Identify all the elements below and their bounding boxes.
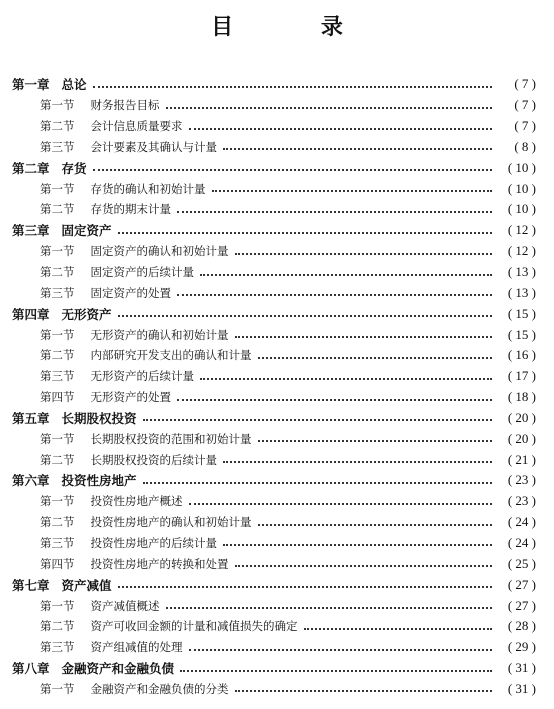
dot-leader bbox=[258, 356, 493, 359]
section-title: 财务报告目标 bbox=[90, 98, 160, 113]
page-number: ( 15 ) bbox=[507, 305, 536, 321]
toc-chapter-entry[interactable] bbox=[0, 303, 554, 324]
dot-leader bbox=[304, 627, 493, 630]
page-number: ( 29 ) bbox=[507, 639, 536, 655]
chapter-number: 第七章 bbox=[12, 577, 50, 593]
chapter-title: 无形资产 bbox=[61, 306, 112, 322]
page-number: ( 23 ) bbox=[507, 493, 536, 509]
toc-section-entry[interactable] bbox=[0, 199, 554, 220]
section-number: 第二节 bbox=[40, 202, 75, 217]
toc-section-entry[interactable] bbox=[0, 366, 554, 387]
chapter-number: 第六章 bbox=[12, 473, 50, 489]
page-number: ( 10 ) bbox=[507, 180, 536, 196]
section-title: 会计要素及其确认与计量 bbox=[90, 139, 217, 154]
toc-section-entry[interactable] bbox=[0, 282, 554, 303]
chapter-number: 第二章 bbox=[12, 160, 50, 176]
dot-leader bbox=[223, 460, 492, 463]
toc-chapter-entry[interactable] bbox=[0, 220, 554, 241]
section-number: 第二节 bbox=[40, 119, 75, 134]
toc-chapter-entry[interactable] bbox=[0, 470, 554, 491]
toc-section-entry[interactable] bbox=[0, 553, 554, 574]
chapter-title: 长期股权投资 bbox=[61, 410, 137, 426]
toc-chapter-entry[interactable] bbox=[0, 157, 554, 178]
dot-leader bbox=[143, 418, 492, 421]
section-title: 固定资产的确认和初始计量 bbox=[90, 244, 229, 259]
section-title: 资产减值概述 bbox=[90, 598, 160, 613]
section-number: 第三节 bbox=[40, 139, 75, 154]
section-number: 第一节 bbox=[40, 327, 75, 342]
dot-leader bbox=[166, 106, 493, 109]
chapter-title: 固定资产 bbox=[61, 223, 112, 239]
dot-leader bbox=[93, 85, 492, 88]
toc-section-entry[interactable] bbox=[0, 387, 554, 408]
page-number: ( 12 ) bbox=[507, 222, 536, 238]
page-number: ( 15 ) bbox=[507, 326, 536, 342]
dot-leader bbox=[143, 481, 492, 484]
toc-section-entry[interactable] bbox=[0, 449, 554, 470]
page-number: ( 7 ) bbox=[514, 118, 536, 134]
page-number: ( 24 ) bbox=[507, 534, 536, 550]
toc-section-entry[interactable] bbox=[0, 533, 554, 554]
dot-leader bbox=[177, 293, 492, 296]
toc-section-entry[interactable] bbox=[0, 324, 554, 345]
section-number: 第二节 bbox=[40, 515, 75, 530]
section-title: 投资性房地产的后续计量 bbox=[90, 535, 217, 550]
page-number: ( 8 ) bbox=[514, 138, 536, 154]
dot-leader bbox=[223, 543, 492, 546]
dot-leader bbox=[189, 502, 493, 505]
dot-leader bbox=[118, 585, 492, 588]
page-number: ( 20 ) bbox=[507, 430, 536, 446]
section-number: 第三节 bbox=[40, 369, 75, 384]
section-number: 第二节 bbox=[40, 265, 75, 280]
toc-section-entry[interactable] bbox=[0, 491, 554, 512]
dot-leader bbox=[93, 168, 492, 171]
page-number: ( 13 ) bbox=[507, 284, 536, 300]
toc-section-entry[interactable] bbox=[0, 345, 554, 366]
dot-leader bbox=[180, 669, 492, 672]
toc-section-entry[interactable] bbox=[0, 137, 554, 158]
toc-chapter-entry[interactable] bbox=[0, 74, 554, 95]
table-of-contents bbox=[0, 74, 554, 699]
page-number: ( 7 ) bbox=[514, 97, 536, 113]
toc-section-entry[interactable] bbox=[0, 678, 554, 699]
section-title: 资产组减值的处理 bbox=[90, 640, 183, 655]
toc-chapter-entry[interactable] bbox=[0, 658, 554, 679]
chapter-title: 投资性房地产 bbox=[61, 473, 137, 489]
dot-leader bbox=[118, 314, 492, 317]
dot-leader bbox=[200, 273, 492, 276]
section-number: 第一节 bbox=[40, 98, 75, 113]
dot-leader bbox=[212, 189, 493, 192]
section-number: 第一节 bbox=[40, 181, 75, 196]
section-title: 内部研究开发支出的确认和计量 bbox=[90, 348, 252, 363]
section-title: 存货的期末计量 bbox=[90, 202, 171, 217]
dot-leader bbox=[235, 252, 493, 255]
page-number: ( 23 ) bbox=[507, 472, 536, 488]
toc-section-entry[interactable] bbox=[0, 262, 554, 283]
page-title: 目 录 bbox=[211, 15, 383, 40]
page-number: ( 17 ) bbox=[507, 368, 536, 384]
dot-leader bbox=[177, 398, 492, 401]
dot-leader bbox=[200, 377, 492, 380]
dot-leader bbox=[118, 231, 492, 234]
page-number: ( 31 ) bbox=[507, 660, 536, 676]
dot-leader bbox=[166, 606, 493, 609]
page-number: ( 27 ) bbox=[507, 597, 536, 613]
section-title: 无形资产的后续计量 bbox=[90, 369, 194, 384]
toc-section-entry[interactable] bbox=[0, 116, 554, 137]
section-number: 第三节 bbox=[40, 640, 75, 655]
toc-section-entry[interactable] bbox=[0, 428, 554, 449]
toc-section-entry[interactable] bbox=[0, 241, 554, 262]
chapter-number: 第五章 bbox=[12, 410, 50, 426]
dot-leader bbox=[235, 335, 493, 338]
page-number: ( 12 ) bbox=[507, 243, 536, 259]
toc-section-entry[interactable] bbox=[0, 512, 554, 533]
section-title: 固定资产的后续计量 bbox=[90, 265, 194, 280]
section-title: 固定资产的处置 bbox=[90, 285, 171, 300]
section-number: 第一节 bbox=[40, 431, 75, 446]
page-number: ( 16 ) bbox=[507, 347, 536, 363]
dot-leader bbox=[177, 210, 492, 213]
page-number: ( 7 ) bbox=[514, 76, 536, 92]
section-title: 长期股权投资的范围和初始计量 bbox=[90, 431, 252, 446]
chapter-number: 第三章 bbox=[12, 223, 50, 239]
page-number: ( 10 ) bbox=[507, 159, 536, 175]
page-number: ( 31 ) bbox=[507, 680, 536, 696]
page-number: ( 28 ) bbox=[507, 618, 536, 634]
chapter-number: 第四章 bbox=[12, 306, 50, 322]
toc-section-entry[interactable] bbox=[0, 595, 554, 616]
section-title: 会计信息质量要求 bbox=[90, 119, 183, 134]
toc-chapter-entry[interactable] bbox=[0, 408, 554, 429]
section-title: 金融资产和金融负债的分类 bbox=[90, 681, 229, 696]
toc-section-entry[interactable] bbox=[0, 637, 554, 658]
dot-leader bbox=[223, 147, 492, 150]
section-number: 第一节 bbox=[40, 494, 75, 509]
section-title: 投资性房地产的确认和初始计量 bbox=[90, 515, 252, 530]
toc-section-entry[interactable] bbox=[0, 178, 554, 199]
toc-chapter-entry[interactable] bbox=[0, 574, 554, 595]
section-number: 第一节 bbox=[40, 598, 75, 613]
section-number: 第四节 bbox=[40, 556, 75, 571]
page-number: ( 24 ) bbox=[507, 514, 536, 530]
page-number: ( 20 ) bbox=[507, 409, 536, 425]
page-number: ( 10 ) bbox=[507, 201, 536, 217]
section-title: 资产可收回金额的计量和减值损失的确定 bbox=[90, 619, 298, 634]
section-title: 长期股权投资的后续计量 bbox=[90, 452, 217, 467]
section-title: 投资性房地产概述 bbox=[90, 494, 183, 509]
dot-leader bbox=[189, 648, 493, 651]
page-number: ( 13 ) bbox=[507, 264, 536, 280]
dot-leader bbox=[235, 564, 493, 567]
chapter-title: 总论 bbox=[61, 77, 87, 93]
chapter-title: 金融资产和金融负债 bbox=[61, 661, 175, 677]
toc-section-entry[interactable] bbox=[0, 95, 554, 116]
page-number: ( 27 ) bbox=[507, 576, 536, 592]
chapter-title: 存货 bbox=[61, 160, 87, 176]
dot-leader bbox=[189, 127, 493, 130]
section-title: 无形资产的确认和初始计量 bbox=[90, 327, 229, 342]
section-number: 第二节 bbox=[40, 348, 75, 363]
section-number: 第二节 bbox=[40, 452, 75, 467]
section-number: 第三节 bbox=[40, 535, 75, 550]
dot-leader bbox=[258, 439, 493, 442]
section-number: 第四节 bbox=[40, 390, 75, 405]
section-number: 第一节 bbox=[40, 681, 75, 696]
toc-section-entry[interactable] bbox=[0, 616, 554, 637]
page-number: ( 18 ) bbox=[507, 389, 536, 405]
dot-leader bbox=[258, 523, 493, 526]
chapter-title: 资产减值 bbox=[61, 577, 112, 593]
chapter-number: 第一章 bbox=[12, 77, 50, 93]
section-number: 第二节 bbox=[40, 619, 75, 634]
section-title: 投资性房地产的转换和处置 bbox=[90, 556, 229, 571]
page-number: ( 25 ) bbox=[507, 555, 536, 571]
chapter-number: 第八章 bbox=[12, 661, 50, 677]
section-title: 无形资产的处置 bbox=[90, 390, 171, 405]
dot-leader bbox=[235, 689, 493, 692]
section-title: 存货的确认和初始计量 bbox=[90, 181, 206, 196]
section-number: 第三节 bbox=[40, 285, 75, 300]
page-number: ( 21 ) bbox=[507, 451, 536, 467]
section-number: 第一节 bbox=[40, 244, 75, 259]
